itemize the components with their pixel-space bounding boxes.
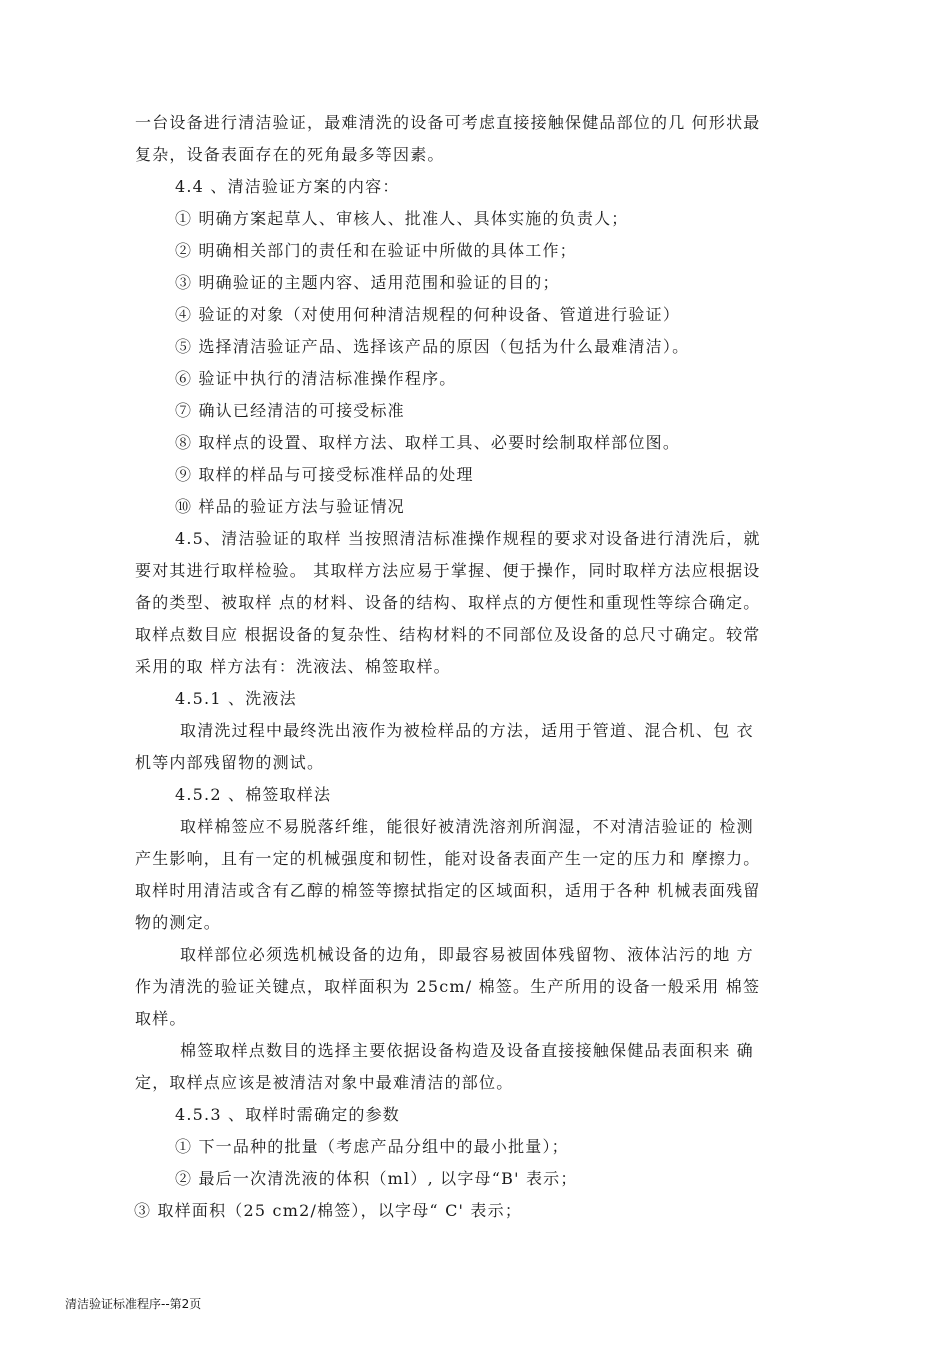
- body-line: 要对其进行取样检验。 其取样方法应易于掌握、便于操作，同时取样方法应根据设: [135, 561, 761, 580]
- list-item: ⑨ 取样的样品与可接受标准样品的处理: [175, 465, 474, 484]
- body-line: 物的测定。: [135, 913, 222, 932]
- page-footer: 清洁验证标准程序--第2页: [65, 1297, 202, 1311]
- list-item: ② 明确相关部门的责任和在验证中所做的具体工作；: [175, 241, 577, 260]
- body-line: 作为清洗的验证关键点，取样面积为 25cm/ 棉签。生产所用的设备一般采用 棉签: [135, 977, 761, 996]
- body-line: 定，取样点应该是被清洁对象中最难清洁的部位。: [135, 1073, 514, 1092]
- list-item: ⑩ 样品的验证方法与验证情况: [175, 497, 405, 516]
- body-line: 棉签取样点数目的选择主要依据设备构造及设备直接接触保健品表面积来 确: [180, 1041, 754, 1060]
- body-line: 取样点数目应 根据设备的复杂性、结构材料的不同部位及设备的总尺寸确定。较常: [135, 625, 761, 644]
- body-line: 复杂，设备表面存在的死角最多等因素。: [135, 145, 445, 164]
- list-item: ③ 取样面积（25 cm2/棉签），以字母“ C' 表示；: [134, 1201, 523, 1220]
- list-item: ⑦ 确认已经清洁的可接受标准: [175, 401, 405, 420]
- list-item: ② 最后一次清洗液的体积（ml）, 以字母“B' 表示；: [175, 1169, 578, 1188]
- list-item: ⑤ 选择清洁验证产品、选择该产品的原因（包括为什么最难清洁）。: [175, 337, 690, 356]
- body-line: 备的类型、被取样 点的材料、设备的结构、取样点的方便性和重现性等综合确定。: [135, 593, 761, 612]
- body-line: 采用的取 样方法有：洗液法、棉签取样。: [135, 657, 451, 676]
- body-line: 机等内部残留物的测试。: [135, 753, 325, 772]
- body-line: 取样棉签应不易脱落纤维，能很好被清洗溶剂所润湿，不对清洁验证的 检测: [180, 817, 754, 836]
- list-item: ⑥ 验证中执行的清洁标准操作程序。: [175, 369, 457, 388]
- body-line: 取样时用清洁或含有乙醇的棉签等擦拭指定的区域面积，适用于各种 机械表面残留: [135, 881, 761, 900]
- body-line: 取清洗过程中最终洗出液作为被检样品的方法，适用于管道、混合机、包 衣: [180, 721, 754, 740]
- list-item: ④ 验证的对象（对使用何种清洁规程的何种设备、管道进行验证）: [175, 305, 681, 324]
- list-item: ① 明确方案起草人、审核人、批准人、具体实施的负责人；: [175, 209, 629, 228]
- subsection-heading-4-5-3: 4.5.3 、取样时需确定的参数: [175, 1105, 400, 1124]
- section-heading-4-5: 4.5、清洁验证的取样 当按照清洁标准操作规程的要求对设备进行清洗后，就: [175, 529, 761, 548]
- list-item: ⑧ 取样点的设置、取样方法、取样工具、必要时绘制取样部位图。: [175, 433, 681, 452]
- subsection-heading-4-5-1: 4.5.1 、洗液法: [175, 689, 297, 708]
- section-heading-4-4: 4.4 、清洁验证方案的内容：: [175, 177, 400, 196]
- body-line: 一台设备进行清洁验证，最难清洗的设备可考虑直接接触保健品部位的几 何形状最: [135, 113, 761, 132]
- list-item: ③ 明确验证的主题内容、适用范围和验证的目的；: [175, 273, 560, 292]
- subsection-heading-4-5-2: 4.5.2 、棉签取样法: [175, 785, 332, 804]
- body-line: 取样部位必须选机械设备的边角，即最容易被固体残留物、液体沾污的地 方: [180, 945, 754, 964]
- body-line: 产生影响，且有一定的机械强度和韧性，能对设备表面产生一定的压力和 摩擦力。: [135, 849, 761, 868]
- list-item: ① 下一品种的批量（考虑产品分组中的最小批量）；: [175, 1137, 569, 1156]
- body-line: 取样。: [135, 1009, 187, 1028]
